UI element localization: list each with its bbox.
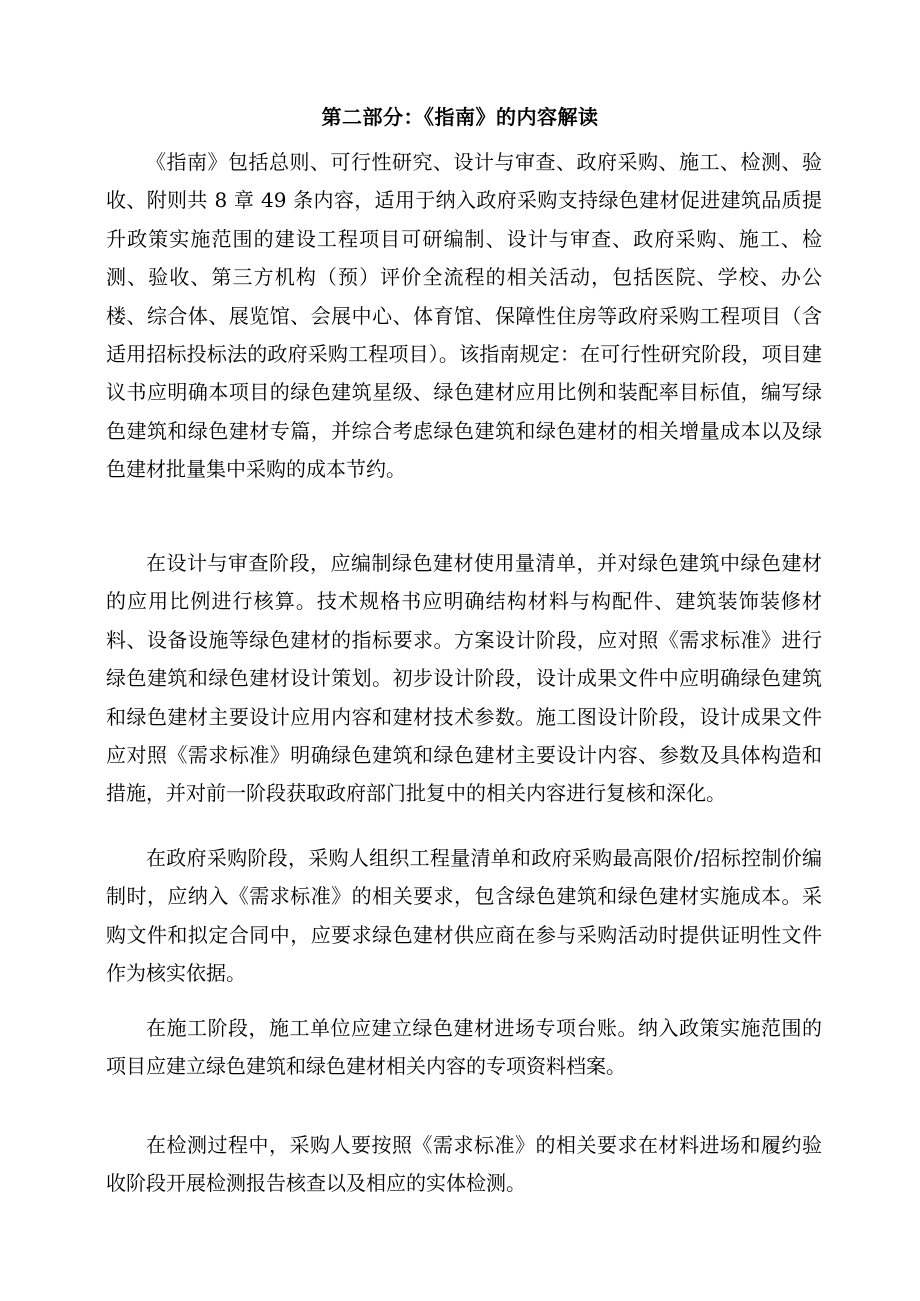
paragraph-construction: 在施工阶段，施工单位应建立绿色建材进场专项台账。纳入政策实施范围的项目应建立绿色建筑和绿色建材相关内容的专项资料档案。 <box>106 1016 822 1079</box>
paragraph-overview: 《指南》包括总则、可行性研究、设计与审查、政府采购、施工、检测、验收、附则共 8 章 49 条内容，适用于纳入政府采购支持绿色建材促进建筑品质提升政策实施范围的建设工程项目可研编制、设计与审查、政府采购、施工、检测、验收、第三方机构（预）评价全流程的相关活动，包括医院、学校、办公楼、综合体、展览馆、会展中心、体育馆、保障性住房等政府采购工程项目（含适用招标投标法的政府采购工程项目）。该指南规定：在可行性研究阶段，项目建议书应明确本项目的绿色建筑星级、绿色建材应用比例和装配率目标值，编写绿色建筑和绿色建材专篇，并综合考虑绿色建筑和绿色建材的相关增量成本以及绿色建材批量集中采购的成本节约。 <box>106 150 822 482</box>
paragraph-testing: 在检测过程中，采购人要按照《需求标准》的相关要求在材料进场和履约验收阶段开展检测报告核查以及相应的实体检测。 <box>106 1133 822 1196</box>
paragraph-design-review: 在设计与审查阶段，应编制绿色建材使用量清单，并对绿色建筑中绿色建材的应用比例进行核算。技术规格书应明确结构材料与构配件、建筑装饰装修材料、设备设施等绿色建材的指标要求。方案设计阶段，应对照《需求标准》进行绿色建筑和绿色建材设计策划。初步设计阶段，设计成果文件中应明确绿色建筑和绿色建材主要设计应用内容和建材技术参数。施工图设计阶段，设计成果文件应对照《需求标准》明确绿色建筑和绿色建材主要设计内容、参数及具体构造和措施，并对前一阶段获取政府部门批复中的相关内容进行复核和深化。 <box>106 551 822 806</box>
page-title: 第二部分：《指南》的内容解读 <box>321 105 599 129</box>
paragraph-procurement: 在政府采购阶段，采购人组织工程量清单和政府采购最高限价/招标控制价编制时，应纳入《需求标准》的相关要求，包含绿色建筑和绿色建材实施成本。采购文件和拟定合同中，应要求绿色建材供应商在参与采购活动时提供证明性文件作为核实依据。 <box>106 846 822 986</box>
